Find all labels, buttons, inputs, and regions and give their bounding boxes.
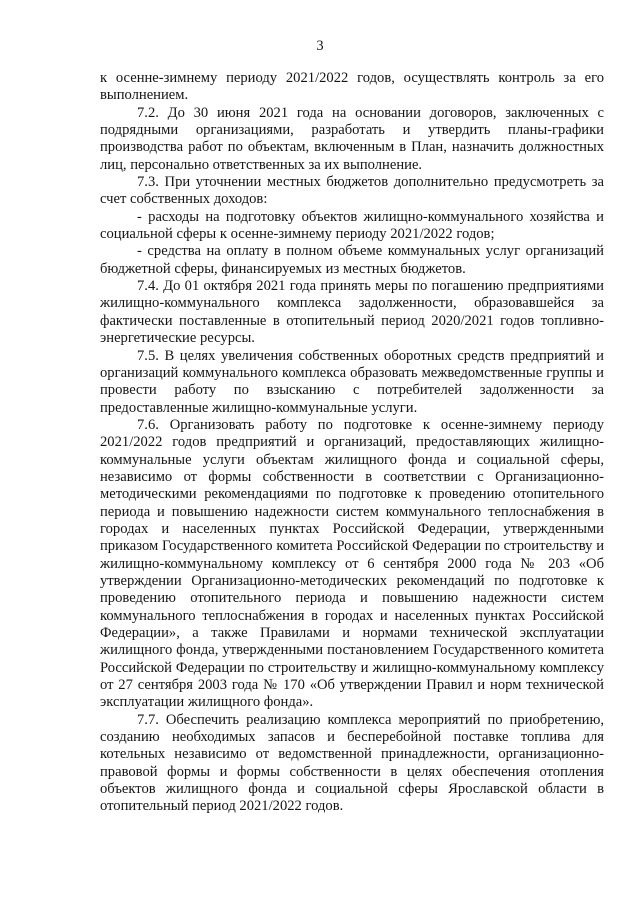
paragraph-7-2: 7.2. До 30 июня 2021 года на основании договоров, заключенных с подрядными организациями, разработать и утвердить планы-графики производства работ по объектам, включенным в План, назначить должностных лиц, персонально ответственных за их выполнение.: [100, 104, 604, 173]
paragraph-7-6: 7.6. Организовать работу по подготовке к осенне-зимнему периоду 2021/2022 годов предприятий и организаций, предоставляющих жилищно-коммунальные услуги объектам жилищного фонда и социальной сферы, независимо от формы собственности в соответствии с Организационно-методическими рекомендациями по подготовке к проведению отопительного периода и повышению надежности систем коммунального теплоснабжения в городах и населенных пунктах Российской Федерации, утвержденными приказом Государственного комитета Российской Федерации по строительству и жилищно-коммунальному комплексу от 6 сентября 2000 года № 203 «Об утверждении Организационно-методических рекомендаций по подготовке к проведению отопительного периода и повышению надежности систем коммунального теплоснабжения в городах и населенных пунктах Российской Федерации», а также Правилами и нормами технической эксплуатации жилищного фонда, утвержденными постановлением Государственного комитета Российской Федерации по строительству и жилищно-коммунальному комплексу от 27 сентября 2003 года № 170 «Об утверждении Правил и норм технической эксплуатации жилищного фонда».: [100, 416, 604, 711]
paragraph-7-3: 7.3. При уточнении местных бюджетов дополнительно предусмотреть за счет собственных доходов:: [100, 174, 604, 208]
paragraph-7-4: 7.4. До 01 октября 2021 года принять меры по погашению предприятиями жилищно-коммунального комплекса задолженности, образовавшейся за фактически поставленные в отопительный период 2020/2021 годов топливно-энергетические ресурсы.: [100, 278, 604, 347]
list-item-funds: - средства на оплату в полном объеме коммунальных услуг организаций бюджетной сферы, финансируемых из местных бюджетов.: [100, 243, 604, 277]
paragraph-7-7: 7.7. Обеспечить реализацию комплекса мероприятий по приобретению, созданию необходимых запасов и бесперебойной поставке топлива для котельных независимо от ведомственной принадлежности, организационно-правовой формы и формы собственности в целях обеспечения отопления объектов жилищного фонда и социальной сферы Ярославской области в отопительный период 2021/2022 годов.: [100, 711, 604, 815]
list-item-expenses: - расходы на подготовку объектов жилищно-коммунального хозяйства и социальной сферы к осенне-зимнему периоду 2021/2022 годов;: [100, 208, 604, 243]
paragraph-7-5: 7.5. В целях увеличения собственных оборотных средств предприятий и организаций коммунального комплекса образовать межведомственные группы и провести работу по взысканию с потребителей задолженности за предоставленные жилищно-коммунальные услуги.: [100, 347, 604, 416]
document-body: [100, 70, 604, 816]
paragraph-7-1-continuation: к осенне-зимнему периоду 2021/2022 годов, осуществлять контроль за его выполнением.: [100, 70, 604, 104]
page-number: 3: [316, 38, 324, 54]
